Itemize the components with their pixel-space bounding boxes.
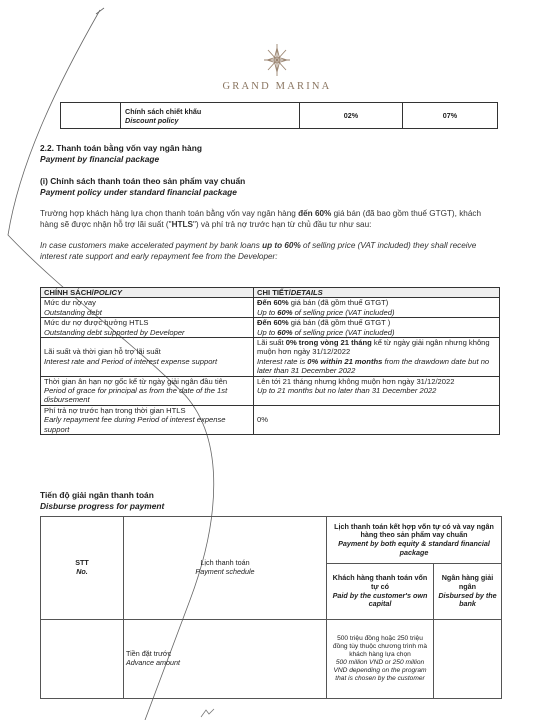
table-cell: [61, 103, 121, 129]
discount-table: [60, 102, 498, 129]
text: Up to 21 months but no later than 31 December 2022: [257, 386, 437, 396]
text: Lãi suất: [257, 338, 286, 348]
text: Tiền đặt trước: [126, 649, 172, 659]
text: giá bán (đã bao gồm thuế GTGT), khách hàng sẽ được nhận hỗ trợ lãi suất (": [40, 209, 482, 229]
brand-name: GRAND MARINA: [222, 81, 332, 92]
text: Khách hàng thanh toán vốn tự có: [332, 573, 428, 591]
text: Payment by both equity & standard financial package: [338, 539, 490, 557]
text: of selling price (VAT included): [292, 307, 395, 317]
text: Up to: [257, 307, 278, 317]
text-bold: up to 60%: [262, 241, 301, 250]
header-schedule: [124, 517, 327, 620]
table-cell: [254, 298, 500, 318]
header-combined: [327, 517, 502, 564]
text: Mức dư nợ vay: [44, 298, 96, 308]
discount-label-en: Discount policy: [125, 115, 179, 125]
discount-label-vi: Chính sách chiết khấu: [125, 106, 202, 116]
section-heading-en: Payment by financial package: [40, 153, 160, 164]
text: DETAILS: [290, 288, 323, 297]
text: Interest rate is: [257, 356, 308, 366]
disburse-heading: [40, 490, 164, 511]
text: Early repayment fee during Period of interest expense support: [44, 415, 226, 434]
discount-col2: 07%: [403, 103, 498, 129]
text: Period of grace for principal as from the date of the 1st disbursement: [44, 386, 228, 405]
disburse-heading-en: Disburse progress for payment: [40, 500, 165, 511]
text: Thời gian ân hạn nợ gốc kể từ ngày giải ngân đầu tiên: [44, 376, 228, 386]
text: POLICY: [93, 288, 123, 297]
table-cell: [124, 620, 327, 699]
text: CHI TIẾT/: [257, 288, 291, 297]
header-bank: [434, 564, 502, 620]
text: Paid by the customer's own capital: [332, 590, 428, 609]
text: 500 triệu đồng hoặc 250 triệu đồng tùy thuộc chương trình mà khách hàng lựa chọn: [332, 635, 428, 658]
table-row: [41, 338, 500, 377]
text: In case customers make accelerated payment by bank loans: [40, 241, 263, 250]
table-header-row: [41, 288, 500, 298]
text: Outstanding debt supported by Developer: [44, 327, 185, 337]
text-bold: Đến 60%: [257, 318, 289, 328]
text: kể từ ngày giải ngân nhưng không muộn hơn ngày 31/12/2022: [257, 338, 490, 357]
text: No.: [76, 567, 88, 576]
text-bold: đến 60%: [298, 209, 332, 218]
table-row: [41, 318, 500, 338]
text: Lên tới 21 tháng nhưng không muộn hơn ngày 31/12/2022: [257, 376, 455, 386]
text: Lãi suất và thời gian hỗ trợ lãi suất: [44, 347, 161, 357]
text: Ngân hàng giải ngân: [441, 573, 494, 591]
disburse-heading-vi: Tiến độ giải ngân thanh toán: [40, 490, 154, 500]
text: from the drawdown date but no later than 31 December 2022: [257, 356, 490, 376]
text: STT: [75, 558, 89, 568]
table-cell: [41, 376, 254, 405]
text: 500 million VND or 250 million VND depending on the program that is chosen by the customer: [333, 659, 427, 682]
paragraph-vi: [40, 209, 498, 230]
leaf-ornament-icon: [200, 708, 216, 718]
table-header-row: [41, 517, 502, 564]
table-cell: [327, 620, 434, 699]
text: Lịch thanh toán: [200, 558, 250, 568]
table-row: [41, 298, 500, 318]
brand-logo: [0, 42, 554, 92]
subsection-heading-en: Payment policy under standard financial package: [40, 186, 237, 197]
text: Up to: [257, 327, 278, 337]
text-bold: 0% within 21 months: [307, 356, 383, 366]
table-cell: [41, 298, 254, 318]
text: Outstanding debt: [44, 307, 102, 317]
table-row: [61, 103, 498, 129]
table-cell: [41, 338, 254, 377]
table-cell: [121, 103, 300, 129]
table-cell: [254, 338, 500, 377]
header-customer: [327, 564, 434, 620]
section-heading-vi: 2.2. Thanh toán bằng vốn vay ngân hàng: [40, 143, 202, 153]
text: Interest rate and Period of interest expense support: [44, 356, 218, 366]
text: ") và phí trả nợ trước hạn từ chủ đầu tư như sau:: [192, 219, 372, 229]
table-row: [41, 405, 500, 434]
text: giá bán (đã gồm thuế GTGT ): [288, 318, 391, 328]
text-bold: 60%: [277, 327, 293, 337]
table-cell: [254, 376, 500, 405]
paragraph-en: [40, 241, 498, 262]
text-bold: 0% trong vòng 21 tháng: [285, 338, 372, 348]
table-row: [41, 620, 502, 699]
discount-col1: 02%: [300, 103, 403, 129]
policy-table: [40, 287, 500, 435]
text-bold: 60%: [277, 307, 293, 317]
text-bold: HTLS: [171, 219, 193, 229]
disburse-table: [40, 516, 502, 699]
text: Trường hợp khách hàng lựa chọn thanh toán bằng vốn vay ngân hàng: [40, 209, 299, 218]
text: Phí trả nợ trước hạn trong thời gian HTLS: [44, 405, 186, 415]
table-cell: [434, 620, 502, 699]
text: Mức dư nợ được hưởng HTLS: [44, 318, 149, 328]
table-cell: [41, 405, 254, 434]
section-heading: [40, 143, 202, 164]
table-row: [41, 376, 500, 405]
subsection-heading: [40, 176, 245, 197]
header-details: [254, 288, 500, 298]
header-policy: [41, 288, 254, 298]
table-cell: [41, 318, 254, 338]
text: of selling price (VAT included): [292, 327, 395, 337]
table-cell: [41, 620, 124, 699]
text: CHÍNH SÁCH/: [44, 288, 94, 297]
table-cell: 0%: [254, 405, 500, 434]
text: Payment schedule: [195, 567, 255, 576]
text-bold: Đến 60%: [257, 298, 289, 308]
text: Lịch thanh toán kết hợp vốn tự có và vay ngân hàng theo sản phẩm vay chuẩn: [334, 521, 494, 540]
subsection-heading-vi: (i) Chính sách thanh toán theo sản phẩm vay chuẩn: [40, 176, 246, 186]
table-cell: [254, 318, 500, 338]
header-stt: [41, 517, 124, 620]
text: Advance amount: [126, 658, 180, 667]
text: Disbursed by the bank: [438, 590, 497, 609]
text: giá bán (đã gồm thuế GTGT): [288, 298, 389, 308]
text: of selling price (VAT included) they shall receive interest rate support and early repayment fee from the Developer:: [40, 241, 477, 261]
compass-icon: [262, 42, 292, 78]
